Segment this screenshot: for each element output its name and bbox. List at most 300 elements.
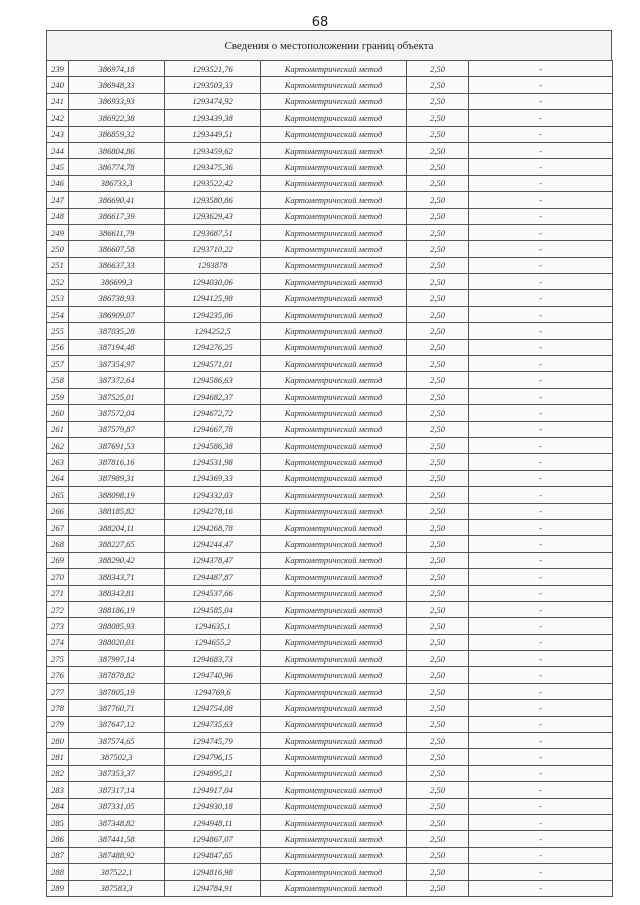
coord-x-cell: 386607,58 — [69, 241, 165, 257]
method-cell: Картометрический метод — [261, 454, 407, 470]
coord-y-cell: 1294378,47 — [165, 552, 261, 568]
accuracy-cell: 2,50 — [407, 257, 469, 273]
method-cell: Картометрический метод — [261, 257, 407, 273]
accuracy-cell: 2,50 — [407, 569, 469, 585]
note-cell: - — [469, 405, 613, 421]
table-row — [47, 372, 613, 388]
note-cell: - — [469, 503, 613, 519]
note-cell: - — [469, 437, 613, 453]
note-cell: - — [469, 733, 613, 749]
table-row — [47, 667, 613, 683]
coord-y-cell: 1294917,04 — [165, 782, 261, 798]
point-number-cell: 259 — [47, 388, 69, 404]
point-number-cell: 257 — [47, 356, 69, 372]
point-number-cell: 239 — [47, 61, 69, 77]
point-number-cell: 261 — [47, 421, 69, 437]
point-number-cell: 275 — [47, 651, 69, 667]
method-cell: Картометрический метод — [261, 208, 407, 224]
coord-y-cell: 1294895,21 — [165, 765, 261, 781]
coord-x-cell: 388085,93 — [69, 618, 165, 634]
coord-y-cell: 1294586,63 — [165, 372, 261, 388]
method-cell: Картометрический метод — [261, 77, 407, 93]
note-cell: - — [469, 700, 613, 716]
coord-y-cell: 1294571,01 — [165, 356, 261, 372]
point-number-cell: 273 — [47, 618, 69, 634]
accuracy-cell: 2,50 — [407, 405, 469, 421]
method-cell: Картометрический метод — [261, 601, 407, 617]
point-number-cell: 245 — [47, 159, 69, 175]
coord-x-cell: 387035,28 — [69, 323, 165, 339]
point-number-cell: 280 — [47, 733, 69, 749]
method-cell: Картометрический метод — [261, 142, 407, 158]
coord-x-cell: 387572,04 — [69, 405, 165, 421]
method-cell: Картометрический метод — [261, 716, 407, 732]
note-cell: - — [469, 274, 613, 290]
method-cell: Картометрический метод — [261, 487, 407, 503]
method-cell: Картометрический метод — [261, 274, 407, 290]
note-cell: - — [469, 372, 613, 388]
accuracy-cell: 2,50 — [407, 470, 469, 486]
coord-x-cell: 387194,48 — [69, 339, 165, 355]
table-row — [47, 683, 613, 699]
table-row — [47, 847, 613, 863]
accuracy-cell: 2,50 — [407, 421, 469, 437]
coord-y-cell: 1293710,22 — [165, 241, 261, 257]
note-cell: - — [469, 290, 613, 306]
table-row — [47, 585, 613, 601]
accuracy-cell: 2,50 — [407, 880, 469, 896]
table-row — [47, 749, 613, 765]
coord-x-cell: 387488,92 — [69, 847, 165, 863]
point-number-cell: 250 — [47, 241, 69, 257]
coord-x-cell: 387691,53 — [69, 437, 165, 453]
note-cell: - — [469, 306, 613, 322]
point-number-cell: 262 — [47, 437, 69, 453]
accuracy-cell: 2,50 — [407, 454, 469, 470]
method-cell: Картометрический метод — [261, 782, 407, 798]
point-number-cell: 248 — [47, 208, 69, 224]
point-number-cell: 288 — [47, 864, 69, 880]
method-cell: Картометрический метод — [261, 224, 407, 240]
note-cell: - — [469, 798, 613, 814]
table-row — [47, 831, 613, 847]
coord-x-cell: 386859,32 — [69, 126, 165, 142]
coord-y-cell: 1293474,92 — [165, 93, 261, 109]
coord-x-cell: 388343,71 — [69, 569, 165, 585]
point-number-cell: 279 — [47, 716, 69, 732]
note-cell: - — [469, 569, 613, 585]
coord-y-cell: 1294332,03 — [165, 487, 261, 503]
accuracy-cell: 2,50 — [407, 847, 469, 863]
accuracy-cell: 2,50 — [407, 733, 469, 749]
table-row — [47, 257, 613, 273]
coord-y-cell: 1294672,72 — [165, 405, 261, 421]
method-cell: Картометрический метод — [261, 110, 407, 126]
method-cell: Картометрический метод — [261, 651, 407, 667]
table-row — [47, 733, 613, 749]
coordinates-table — [46, 60, 613, 897]
coord-y-cell: 1293475,36 — [165, 159, 261, 175]
note-cell: - — [469, 716, 613, 732]
point-number-cell: 281 — [47, 749, 69, 765]
coord-x-cell: 386733,3 — [69, 175, 165, 191]
point-number-cell: 243 — [47, 126, 69, 142]
coord-y-cell: 1294745,79 — [165, 733, 261, 749]
coord-y-cell: 1294030,06 — [165, 274, 261, 290]
method-cell: Картометрический метод — [261, 880, 407, 896]
table-row — [47, 142, 613, 158]
note-cell: - — [469, 814, 613, 830]
note-cell: - — [469, 175, 613, 191]
coord-y-cell: 1294683,73 — [165, 651, 261, 667]
coord-x-cell: 388020,01 — [69, 634, 165, 650]
coord-x-cell: 387997,14 — [69, 651, 165, 667]
table-row — [47, 323, 613, 339]
coord-x-cell: 386933,93 — [69, 93, 165, 109]
point-number-cell: 285 — [47, 814, 69, 830]
table-row — [47, 421, 613, 437]
coord-x-cell: 386690,41 — [69, 192, 165, 208]
note-cell: - — [469, 470, 613, 486]
point-number-cell: 260 — [47, 405, 69, 421]
coord-y-cell: 1294252,5 — [165, 323, 261, 339]
coord-y-cell: 1293580,86 — [165, 192, 261, 208]
coord-x-cell: 386699,3 — [69, 274, 165, 290]
method-cell: Картометрический метод — [261, 192, 407, 208]
coord-y-cell: 1293878 — [165, 257, 261, 273]
accuracy-cell: 2,50 — [407, 126, 469, 142]
accuracy-cell: 2,50 — [407, 388, 469, 404]
table-row — [47, 61, 613, 77]
accuracy-cell: 2,50 — [407, 290, 469, 306]
accuracy-cell: 2,50 — [407, 175, 469, 191]
point-number-cell: 282 — [47, 765, 69, 781]
point-number-cell: 266 — [47, 503, 69, 519]
note-cell: - — [469, 224, 613, 240]
method-cell: Картометрический метод — [261, 847, 407, 863]
accuracy-cell: 2,50 — [407, 749, 469, 765]
table-row — [47, 814, 613, 830]
table-row — [47, 765, 613, 781]
accuracy-cell: 2,50 — [407, 814, 469, 830]
coord-y-cell: 1293629,43 — [165, 208, 261, 224]
coord-y-cell: 1293522,42 — [165, 175, 261, 191]
coord-x-cell: 386617,39 — [69, 208, 165, 224]
accuracy-cell: 2,50 — [407, 782, 469, 798]
coord-y-cell: 1294531,98 — [165, 454, 261, 470]
coord-y-cell: 1294487,87 — [165, 569, 261, 585]
accuracy-cell: 2,50 — [407, 864, 469, 880]
coord-x-cell: 387331,05 — [69, 798, 165, 814]
accuracy-cell: 2,50 — [407, 323, 469, 339]
accuracy-cell: 2,50 — [407, 683, 469, 699]
coord-x-cell: 387816,16 — [69, 454, 165, 470]
coord-x-cell: 386922,38 — [69, 110, 165, 126]
point-number-cell: 263 — [47, 454, 69, 470]
accuracy-cell: 2,50 — [407, 356, 469, 372]
method-cell: Картометрический метод — [261, 126, 407, 142]
method-cell: Картометрический метод — [261, 339, 407, 355]
method-cell: Картометрический метод — [261, 175, 407, 191]
coord-y-cell: 1294667,78 — [165, 421, 261, 437]
accuracy-cell: 2,50 — [407, 552, 469, 568]
coord-y-cell: 1294816,98 — [165, 864, 261, 880]
coord-y-cell: 1294735,63 — [165, 716, 261, 732]
coord-x-cell: 388227,65 — [69, 536, 165, 552]
accuracy-cell: 2,50 — [407, 634, 469, 650]
note-cell: - — [469, 257, 613, 273]
note-cell: - — [469, 487, 613, 503]
table-row — [47, 192, 613, 208]
point-number-cell: 272 — [47, 601, 69, 617]
point-number-cell: 277 — [47, 683, 69, 699]
table-row — [47, 503, 613, 519]
method-cell: Картометрический метод — [261, 634, 407, 650]
note-cell: - — [469, 388, 613, 404]
coordinates-table-body — [47, 61, 613, 897]
point-number-cell: 289 — [47, 880, 69, 896]
accuracy-cell: 2,50 — [407, 192, 469, 208]
point-number-cell: 276 — [47, 667, 69, 683]
table-row — [47, 864, 613, 880]
coord-x-cell: 388343,81 — [69, 585, 165, 601]
accuracy-cell: 2,50 — [407, 765, 469, 781]
accuracy-cell: 2,50 — [407, 372, 469, 388]
note-cell: - — [469, 585, 613, 601]
point-number-cell: 251 — [47, 257, 69, 273]
table-row — [47, 552, 613, 568]
table-row — [47, 470, 613, 486]
accuracy-cell: 2,50 — [407, 831, 469, 847]
method-cell: Картометрический метод — [261, 831, 407, 847]
table-row — [47, 339, 613, 355]
note-cell: - — [469, 159, 613, 175]
method-cell: Картометрический метод — [261, 323, 407, 339]
coord-x-cell: 386804,86 — [69, 142, 165, 158]
coord-y-cell: 1294268,78 — [165, 519, 261, 535]
method-cell: Картометрический метод — [261, 93, 407, 109]
point-number-cell: 264 — [47, 470, 69, 486]
accuracy-cell: 2,50 — [407, 274, 469, 290]
accuracy-cell: 2,50 — [407, 110, 469, 126]
method-cell: Картометрический метод — [261, 733, 407, 749]
point-number-cell: 241 — [47, 93, 69, 109]
coord-x-cell: 387354,97 — [69, 356, 165, 372]
method-cell: Картометрический метод — [261, 667, 407, 683]
coord-x-cell: 388185,82 — [69, 503, 165, 519]
note-cell: - — [469, 93, 613, 109]
accuracy-cell: 2,50 — [407, 536, 469, 552]
table-row — [47, 77, 613, 93]
accuracy-cell: 2,50 — [407, 437, 469, 453]
page-number: 68 — [311, 15, 329, 30]
note-cell: - — [469, 847, 613, 863]
coord-y-cell: 1294244,47 — [165, 536, 261, 552]
table-row — [47, 536, 613, 552]
accuracy-cell: 2,50 — [407, 618, 469, 634]
table-row — [47, 388, 613, 404]
point-number-cell: 247 — [47, 192, 69, 208]
coord-x-cell: 387348,82 — [69, 814, 165, 830]
note-cell: - — [469, 356, 613, 372]
point-number-cell: 274 — [47, 634, 69, 650]
note-cell: - — [469, 110, 613, 126]
note-cell: - — [469, 651, 613, 667]
note-cell: - — [469, 241, 613, 257]
coord-x-cell: 387353,37 — [69, 765, 165, 781]
method-cell: Картометрический метод — [261, 864, 407, 880]
coord-x-cell: 387878,82 — [69, 667, 165, 683]
method-cell: Картометрический метод — [261, 290, 407, 306]
table-row — [47, 519, 613, 535]
point-number-cell: 269 — [47, 552, 69, 568]
point-number-cell: 283 — [47, 782, 69, 798]
coord-y-cell: 1293459,62 — [165, 142, 261, 158]
coord-x-cell: 388204,11 — [69, 519, 165, 535]
coord-x-cell: 387574,65 — [69, 733, 165, 749]
accuracy-cell: 2,50 — [407, 77, 469, 93]
note-cell: - — [469, 601, 613, 617]
coord-x-cell: 388290,42 — [69, 552, 165, 568]
accuracy-cell: 2,50 — [407, 700, 469, 716]
coord-y-cell: 1294740,96 — [165, 667, 261, 683]
coord-y-cell: 1293521,76 — [165, 61, 261, 77]
table-row — [47, 93, 613, 109]
note-cell: - — [469, 634, 613, 650]
coord-y-cell: 1293503,33 — [165, 77, 261, 93]
coord-y-cell: 1294769,6 — [165, 683, 261, 699]
accuracy-cell: 2,50 — [407, 224, 469, 240]
method-cell: Картометрический метод — [261, 388, 407, 404]
note-cell: - — [469, 683, 613, 699]
accuracy-cell: 2,50 — [407, 159, 469, 175]
point-number-cell: 253 — [47, 290, 69, 306]
accuracy-cell: 2,50 — [407, 585, 469, 601]
method-cell: Картометрический метод — [261, 519, 407, 535]
accuracy-cell: 2,50 — [407, 601, 469, 617]
coord-y-cell: 1294278,16 — [165, 503, 261, 519]
note-cell: - — [469, 519, 613, 535]
coord-y-cell: 1294948,11 — [165, 814, 261, 830]
coord-x-cell: 387579,87 — [69, 421, 165, 437]
note-cell: - — [469, 421, 613, 437]
coord-y-cell: 1294235,06 — [165, 306, 261, 322]
method-cell: Картометрический метод — [261, 470, 407, 486]
method-cell: Картометрический метод — [261, 585, 407, 601]
coord-x-cell: 388186,19 — [69, 601, 165, 617]
note-cell: - — [469, 192, 613, 208]
accuracy-cell: 2,50 — [407, 519, 469, 535]
coord-x-cell: 387441,58 — [69, 831, 165, 847]
point-number-cell: 255 — [47, 323, 69, 339]
coord-y-cell: 1294635,1 — [165, 618, 261, 634]
accuracy-cell: 2,50 — [407, 208, 469, 224]
coord-x-cell: 386909,07 — [69, 306, 165, 322]
coord-x-cell: 386974,18 — [69, 61, 165, 77]
coord-x-cell: 387805,19 — [69, 683, 165, 699]
coord-y-cell: 1294930,18 — [165, 798, 261, 814]
note-cell: - — [469, 208, 613, 224]
note-cell: - — [469, 831, 613, 847]
table-row — [47, 782, 613, 798]
coord-x-cell: 387647,12 — [69, 716, 165, 732]
coord-x-cell: 387372,64 — [69, 372, 165, 388]
coord-y-cell: 1293449,51 — [165, 126, 261, 142]
table-title: Сведения о местоположении границ объекта — [46, 30, 612, 60]
point-number-cell: 254 — [47, 306, 69, 322]
accuracy-cell: 2,50 — [407, 798, 469, 814]
boundary-table-container — [46, 30, 612, 897]
coord-x-cell: 386774,78 — [69, 159, 165, 175]
method-cell: Картометрический метод — [261, 372, 407, 388]
table-row — [47, 208, 613, 224]
point-number-cell: 242 — [47, 110, 69, 126]
coord-y-cell: 1294276,25 — [165, 339, 261, 355]
method-cell: Картометрический метод — [261, 749, 407, 765]
coord-x-cell: 387583,3 — [69, 880, 165, 896]
method-cell: Картометрический метод — [261, 356, 407, 372]
table-row — [47, 356, 613, 372]
coord-y-cell: 1293439,38 — [165, 110, 261, 126]
table-row — [47, 175, 613, 191]
coord-y-cell: 1294867,07 — [165, 831, 261, 847]
point-number-cell: 265 — [47, 487, 69, 503]
method-cell: Картометрический метод — [261, 61, 407, 77]
table-row — [47, 110, 613, 126]
table-row — [47, 290, 613, 306]
coord-x-cell: 387525,01 — [69, 388, 165, 404]
coord-y-cell: 1294796,15 — [165, 749, 261, 765]
method-cell: Картометрический метод — [261, 503, 407, 519]
table-row — [47, 569, 613, 585]
note-cell: - — [469, 618, 613, 634]
point-number-cell: 246 — [47, 175, 69, 191]
accuracy-cell: 2,50 — [407, 487, 469, 503]
method-cell: Картометрический метод — [261, 814, 407, 830]
coord-x-cell: 386948,33 — [69, 77, 165, 93]
table-row — [47, 306, 613, 322]
method-cell: Картометрический метод — [261, 700, 407, 716]
coord-y-cell: 1294754,08 — [165, 700, 261, 716]
table-row — [47, 437, 613, 453]
point-number-cell: 249 — [47, 224, 69, 240]
table-row — [47, 487, 613, 503]
table-row — [47, 716, 613, 732]
accuracy-cell: 2,50 — [407, 716, 469, 732]
note-cell: - — [469, 749, 613, 765]
table-row — [47, 618, 613, 634]
table-row — [47, 700, 613, 716]
table-row — [47, 126, 613, 142]
coord-x-cell: 387760,71 — [69, 700, 165, 716]
table-row — [47, 405, 613, 421]
point-number-cell: 267 — [47, 519, 69, 535]
note-cell: - — [469, 454, 613, 470]
table-row — [47, 454, 613, 470]
method-cell: Картометрический метод — [261, 241, 407, 257]
note-cell: - — [469, 77, 613, 93]
coord-x-cell: 387522,1 — [69, 864, 165, 880]
table-row — [47, 241, 613, 257]
accuracy-cell: 2,50 — [407, 61, 469, 77]
coord-x-cell: 386637,33 — [69, 257, 165, 273]
table-row — [47, 224, 613, 240]
point-number-cell: 287 — [47, 847, 69, 863]
coord-y-cell: 1294537,66 — [165, 585, 261, 601]
note-cell: - — [469, 339, 613, 355]
point-number-cell: 270 — [47, 569, 69, 585]
coord-y-cell: 1294682,37 — [165, 388, 261, 404]
